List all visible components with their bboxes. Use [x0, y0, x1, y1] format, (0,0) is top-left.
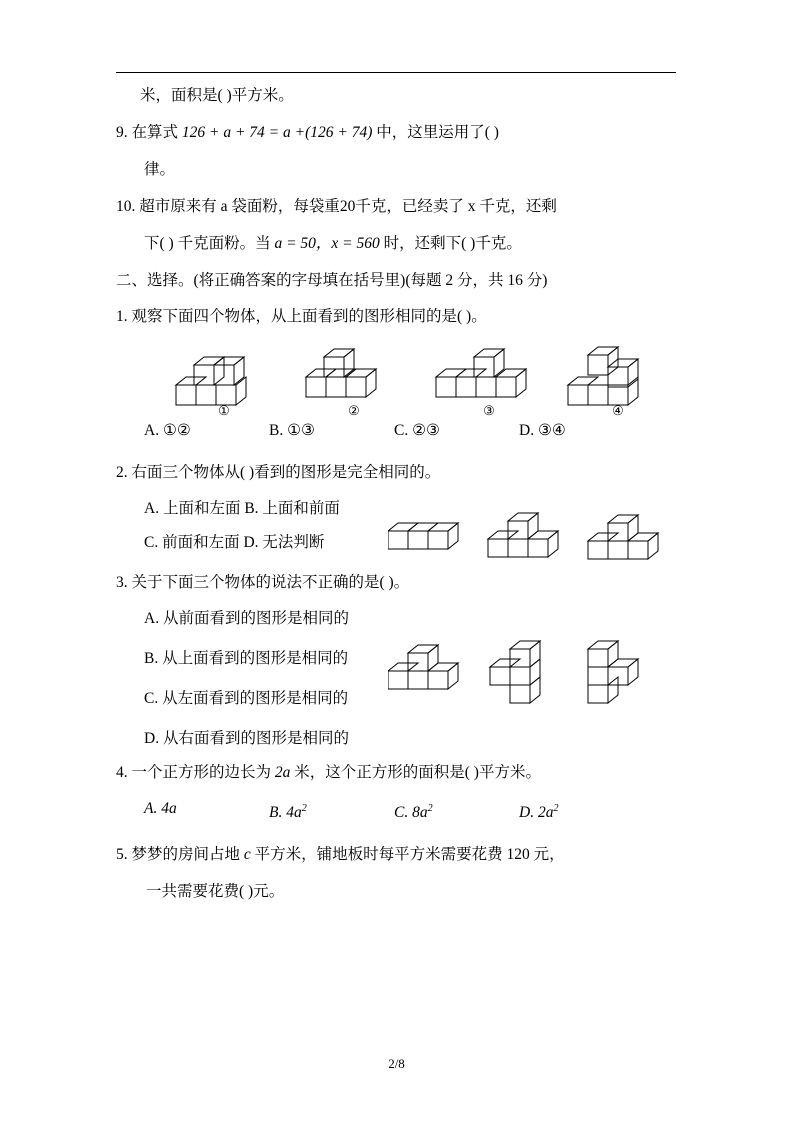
question-9 — [116, 123, 682, 143]
question-3-option-a[interactable]: A. 从前面看到的图形是相同的 — [144, 610, 349, 627]
page-number: 2/8 — [388, 1056, 405, 1071]
question-3-option-b[interactable]: B. 从上面看到的图形是相同的 — [144, 650, 349, 667]
option-a[interactable]: A. 4a — [144, 800, 177, 817]
q9-expression: 126 + a + 74 = a +(126 + 74) — [181, 124, 373, 141]
question-1-stem: 1. 观察下面四个物体，从上面看到的图形相同的是( )。 — [116, 308, 487, 325]
page-content — [116, 86, 682, 902]
question-3-option-d[interactable]: D. 从右面看到的图形是相同的 — [144, 730, 349, 747]
question-1-options — [116, 421, 682, 441]
q9-mid: 中，这里运用了( ) — [376, 124, 499, 141]
q5-line1-c: 平方米，铺地板时每平方米需要花费 120 元， — [254, 846, 565, 864]
question-2-options-line1[interactable]: A. 上面和左面 B. 上面和前面 — [144, 500, 340, 517]
option-c[interactable]: C. $8a^2$ — [394, 803, 433, 822]
header-rule — [116, 72, 676, 73]
q9-prefix: 9. 在算式 — [116, 124, 179, 141]
question-5-line1 — [116, 845, 682, 865]
q4-side-length: 2a — [274, 764, 291, 781]
option-b[interactable]: B. $4a^2$ — [269, 803, 307, 822]
question-1-figures — [116, 329, 682, 421]
figure-label-3: ③ — [483, 403, 495, 418]
question-8-tail: 米，面积是( )平方米。 — [140, 87, 294, 104]
question-4-options — [116, 799, 682, 823]
question-10-line2 — [116, 234, 682, 254]
cube-figures-group-2 — [388, 503, 688, 565]
question-4-stem — [116, 763, 682, 783]
figure-label-1: ① — [218, 403, 230, 418]
q10-values: a = 50，x = 560 — [274, 235, 380, 252]
option-d[interactable]: D. $2a^2$ — [519, 803, 559, 822]
question-2-stem: 2. 右面三个物体从( )看到的图形是完全相同的。 — [116, 464, 441, 481]
question-2-options-line2[interactable]: C. 前面和左面 D. 无法判断 — [144, 534, 325, 551]
section-2-title: 二、选择。(将正确答案的字母填在括号里)(每题 2 分，共 16 分) — [116, 272, 548, 289]
q4-stem-a: 4. 一个正方形的边长为 — [116, 764, 272, 781]
question-3-stem: 3. 关于下面三个物体的说法不正确的是( )。 — [116, 574, 410, 591]
cube-figures-group-3 — [388, 631, 688, 711]
q5-line1-a: 5. 梦梦的房间占地 — [116, 846, 241, 864]
question-5-line2: 一共需要花费( )元。 — [146, 883, 285, 901]
question-10-line1: 10. 超市原来有 a 袋面粉，每袋重20千克，已经卖了 x 千克，还剩 — [116, 198, 557, 215]
question-9-tail: 律。 — [144, 161, 176, 178]
option-c[interactable]: C. ②③ — [394, 422, 440, 439]
option-b[interactable]: B. ①③ — [269, 422, 315, 439]
option-d[interactable]: D. ③④ — [519, 422, 566, 439]
q4-stem-c: 米，这个正方形的面积是( )平方米。 — [294, 764, 541, 781]
figure-label-4: ④ — [612, 403, 624, 418]
option-a[interactable]: A. ①② — [144, 422, 191, 439]
question-3-option-c[interactable]: C. 从左面看到的图形是相同的 — [144, 690, 349, 707]
q10-line2-a: 下( ) 千克面粉。当 — [144, 235, 271, 252]
q5-variable: c — [243, 846, 251, 864]
q10-line2-c: 时，还剩下( )千克。 — [383, 235, 522, 252]
figure-label-2: ② — [348, 403, 360, 418]
